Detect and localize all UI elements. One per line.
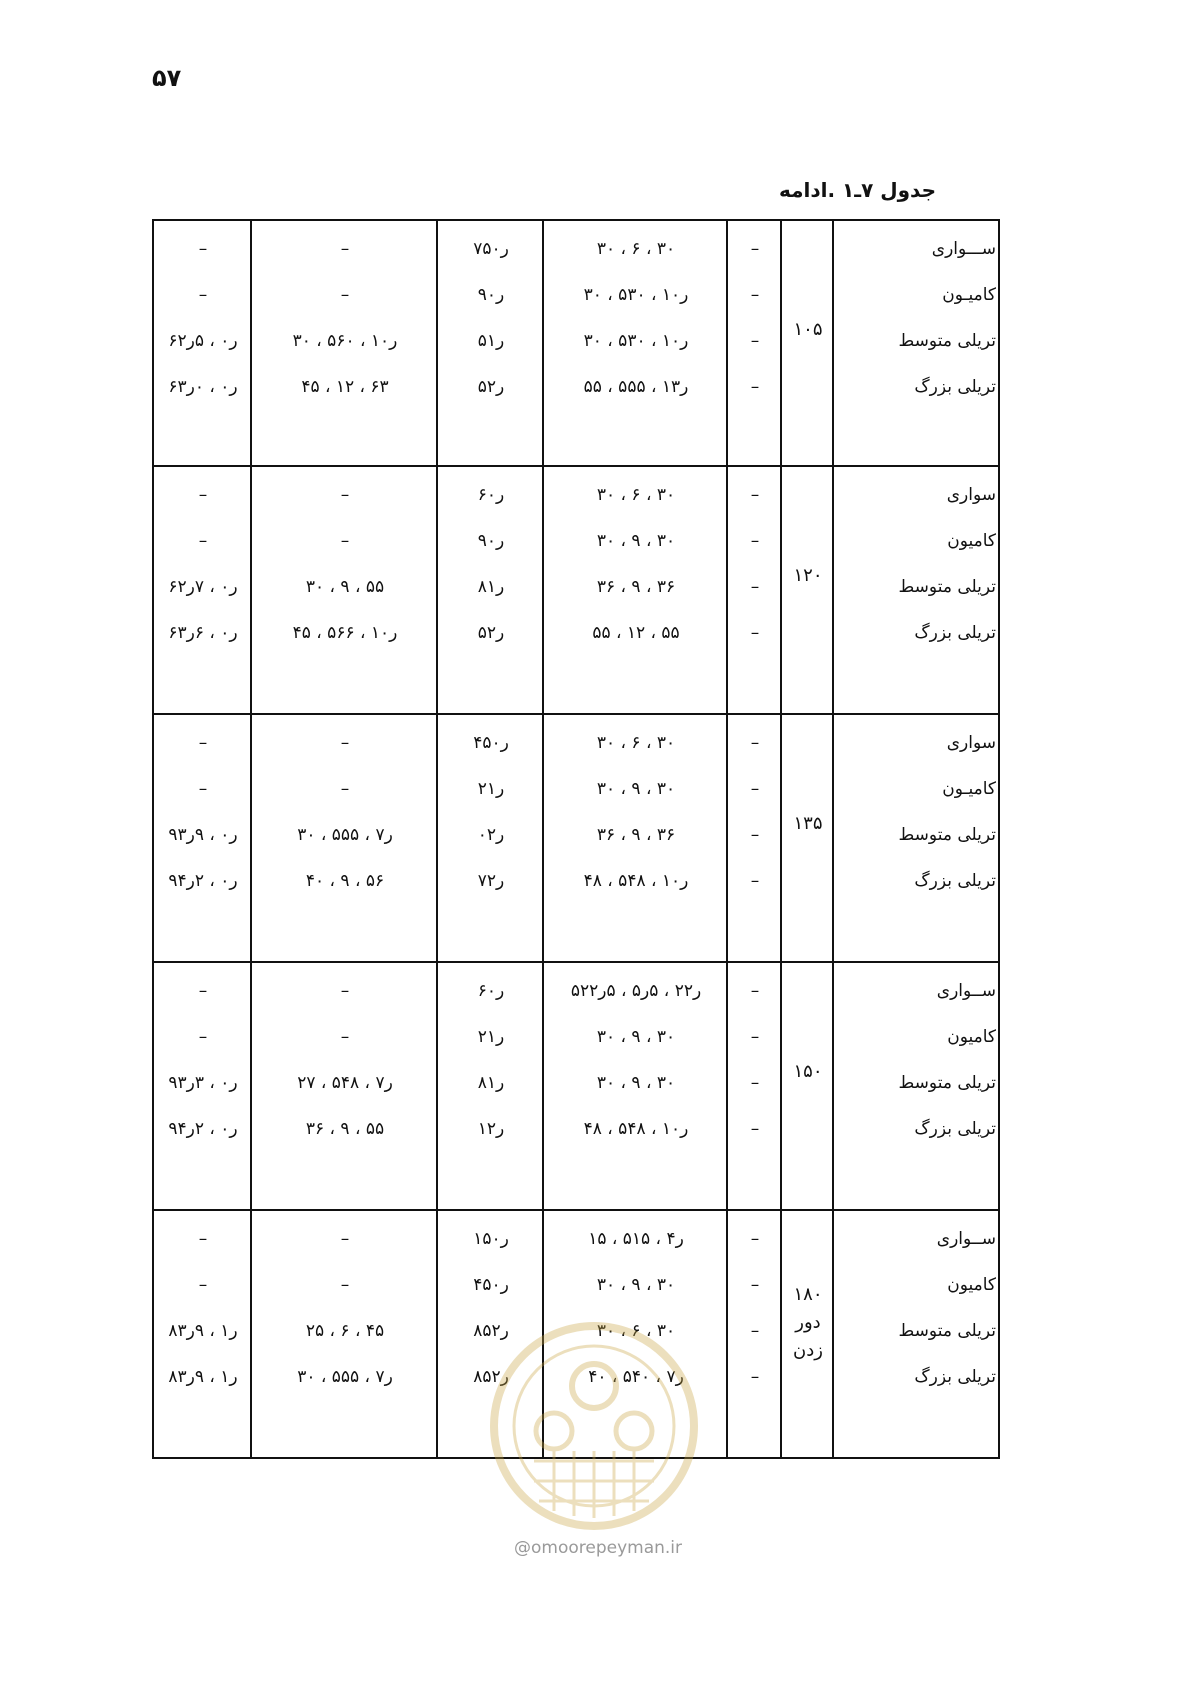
table-cell-dash: –: [750, 285, 760, 305]
table-cell-vehicle: تریلی متوسط: [898, 577, 996, 597]
table-cell-widening: ۱ر۲: [477, 1119, 505, 1139]
table-cell-c2: ۴۵ ، ۵ر۱۰ ، ۶۶: [292, 623, 398, 643]
table-cell-radii: ۳۰ ، ۹ ، ۳۰: [596, 1073, 676, 1093]
table-cell-speed: ۱۲۰: [793, 565, 823, 586]
table-cell-c1: –: [198, 531, 208, 551]
table-cell-radii: ۵ر۲۲ ، ۵ر۵ ، ۵ر۲۲: [570, 981, 702, 1001]
table-cell-dash: –: [750, 1367, 760, 1387]
table-cell-c2: ۳۰ ، ۵ر۱۰ ، ۶۰: [292, 331, 398, 351]
table-cell-widening: ۸۵ر۲: [473, 1321, 509, 1341]
table-cell-radii: ۴۸ ، ۵ر۱۰ ، ۴۸: [583, 871, 689, 891]
table-cell-dash: –: [750, 1073, 760, 1093]
table-cell-vehicle: ســـواری: [931, 239, 996, 259]
table-cell-radii: ۵۵ ، ۱۲ ، ۵۵: [592, 623, 680, 643]
table-section: [152, 715, 1000, 963]
table-cell-c2: ۳۰ ، ۵ر۷ ، ۵۵: [297, 825, 393, 845]
table-cell-c2: –: [340, 1229, 350, 1249]
page-number: ۵۷: [152, 64, 182, 92]
table-cell-dash: –: [750, 1321, 760, 1341]
table-cell-dash: –: [750, 825, 760, 845]
table-cell-c1: –: [198, 1027, 208, 1047]
table-cell-vehicle: تریلی متوسط: [898, 1321, 996, 1341]
table-cell-c1: –: [198, 285, 208, 305]
table-cell-vehicle: کامیون: [947, 1027, 996, 1047]
table-cell-vehicle: تریلی بزرگ: [914, 1367, 996, 1387]
table-cell-dash: –: [750, 623, 760, 643]
table-cell-radii: ۳۰ ، ۹ ، ۳۰: [596, 1275, 676, 1295]
table-cell-widening: ۷ر۲: [477, 871, 505, 891]
table-cell-c2: –: [340, 285, 350, 305]
table-cell-c1: ۸ر۱ ، ۹ر۳: [168, 1321, 238, 1341]
table-cell-widening: ۸ر۱: [477, 577, 505, 597]
table-cell-widening: ۶ر۰: [477, 981, 505, 1001]
table-cell-c2: ۳۶ ، ۹ ، ۵۵: [305, 1119, 385, 1139]
table-cell-widening: ۶ر۰: [477, 485, 505, 505]
table-cell-speed: ۱۳۵: [793, 813, 823, 834]
table-cell-c1: –: [198, 485, 208, 505]
table-cell-c2: ۲۷ ، ۵ر۷ ، ۴۸: [297, 1073, 393, 1093]
table-cell-widening: ۹ر۰: [477, 285, 505, 305]
table-cell-c2: –: [340, 1027, 350, 1047]
table-section: [152, 963, 1000, 1211]
table-cell-c2: –: [340, 531, 350, 551]
table-cell-c2: –: [340, 485, 350, 505]
table-cell-widening: ۱۵ر۰: [473, 1229, 509, 1249]
table-cell-vehicle: تریلی متوسط: [898, 825, 996, 845]
table-cell-radii: ۳۰ ، ۵ر۱۰ ، ۳۰: [583, 285, 689, 305]
table-cell-c1: ۸ر۱ ، ۹ر۳: [168, 1367, 238, 1387]
table-cell-widening: ۲ر۱: [477, 1027, 505, 1047]
table-cell-c2: ۳۰ ، ۵ر۷ ، ۵۵: [297, 1367, 393, 1387]
table-cell-vehicle: سواری: [946, 485, 996, 505]
table-cell-widening: ۰ر۲: [477, 825, 505, 845]
table-cell-c1: ۹ر۰ ، ۹ر۳: [168, 825, 238, 845]
table-cell-radii: ۴۰ ، ۵ر۷ ، ۴۰: [588, 1367, 684, 1387]
table-cell-vehicle: تریلی بزرگ: [914, 623, 996, 643]
table-cell-dash: –: [750, 331, 760, 351]
table-cell-c2: ۳۰ ، ۹ ، ۵۵: [305, 577, 385, 597]
table-cell-c1: ۶ر۰ ، ۷ر۲: [168, 577, 238, 597]
table-cell-dash: –: [750, 733, 760, 753]
table-cell-widening: ۷۵ر۰: [473, 239, 509, 259]
table-cell-widening: ۸۵ر۲: [473, 1367, 509, 1387]
table-cell-c1: ۹ر۰ ، ۳ر۳: [168, 1073, 238, 1093]
table-cell-c2: ۴۰ ، ۹ ، ۵۶: [305, 871, 385, 891]
table-cell-dash: –: [750, 1027, 760, 1047]
seal-watermark-icon: [484, 1316, 704, 1536]
table-cell-dash: –: [750, 377, 760, 397]
table-cell-dash: –: [750, 1275, 760, 1295]
table-cell-vehicle: ســواری: [936, 1229, 996, 1249]
table-cell-radii: ۳۰ ، ۶ ، ۳۰: [596, 239, 676, 259]
table-cell-vehicle: کامیون: [947, 531, 996, 551]
table-cell-widening: ۲ر۱: [477, 779, 505, 799]
table-cell-radii: ۴۸ ، ۵ر۱۰ ، ۴۸: [583, 1119, 689, 1139]
table-cell-widening: ۵ر۲: [477, 377, 505, 397]
table-cell-c2: –: [340, 733, 350, 753]
table-cell-widening: ۹ر۰: [477, 531, 505, 551]
table-cell-c1: ۶ر۰ ، ۰ر۳: [168, 377, 238, 397]
table-cell-vehicle: سواری: [946, 733, 996, 753]
table-cell-widening: ۵ر۲: [477, 623, 505, 643]
table-cell-c1: –: [198, 733, 208, 753]
table-cell-dash: –: [750, 239, 760, 259]
table-cell-vehicle: تریلی بزرگ: [914, 871, 996, 891]
table-cell-vehicle: کامیـون: [942, 285, 996, 305]
table-cell-radii: ۵۵ ، ۵ر۱۳ ، ۵۵: [583, 377, 689, 397]
table-cell-c1: ۹ر۰ ، ۲ر۴: [168, 1119, 238, 1139]
table-cell-radii: ۳۰ ، ۹ ، ۳۰: [596, 531, 676, 551]
table-cell-radii: ۳۰ ، ۶ ، ۳۰: [596, 733, 676, 753]
table-cell-dash: –: [750, 1229, 760, 1249]
table-cell-c1: –: [198, 779, 208, 799]
table-cell-c1: –: [198, 239, 208, 259]
table-cell-c1: –: [198, 1229, 208, 1249]
watermark-text: @omoorepeyman.ir: [513, 1538, 683, 1558]
table-cell-radii: ۳۰ ، ۹ ، ۳۰: [596, 779, 676, 799]
table-cell-widening: ۴۵ر۰: [473, 733, 509, 753]
table-cell-c2: –: [340, 981, 350, 1001]
table-cell-radii: ۳۶ ، ۹ ، ۳۶: [596, 825, 676, 845]
table-cell-vehicle: کامیـون: [942, 779, 996, 799]
table-cell-radii: ۳۰ ، ۶ ، ۳۰: [596, 1321, 676, 1341]
table-cell-vehicle: کامیون: [947, 1275, 996, 1295]
table-cell-radii: ۱۵ ، ۵ر۴ ، ۱۵: [588, 1229, 684, 1249]
table-section: [152, 467, 1000, 715]
table-cell-c2: ۲۵ ، ۶ ، ۴۵: [305, 1321, 385, 1341]
table-cell-dash: –: [750, 779, 760, 799]
table-cell-c1: ۶ر۰ ، ۶ر۳: [168, 623, 238, 643]
table-cell-vehicle: تریلی متوسط: [898, 331, 996, 351]
table-cell-c2: –: [340, 239, 350, 259]
table-cell-c2: –: [340, 779, 350, 799]
table-cell-widening: ۵ر۱: [477, 331, 505, 351]
table-cell-vehicle: تریلی بزرگ: [914, 377, 996, 397]
table-cell-vehicle: ســواری: [936, 981, 996, 1001]
table-cell-c1: –: [198, 981, 208, 1001]
table-cell-radii: ۳۰ ، ۹ ، ۳۰: [596, 1027, 676, 1047]
table-cell-dash: –: [750, 871, 760, 891]
table-cell-widening: ۴۵ر۰: [473, 1275, 509, 1295]
table-cell-dash: –: [750, 981, 760, 1001]
table-cell-radii: ۳۶ ، ۹ ، ۳۶: [596, 577, 676, 597]
table-cell-dash: –: [750, 577, 760, 597]
table-cell-c1: ۶ر۰ ، ۵ر۲: [168, 331, 238, 351]
table-cell-dash: –: [750, 531, 760, 551]
table-cell-speed: ۱۸۰ دور زدن: [793, 1284, 823, 1361]
table-cell-vehicle: تریلی متوسط: [898, 1073, 996, 1093]
table-cell-speed: ۱۵۰: [793, 1061, 823, 1082]
table-cell-dash: –: [750, 1119, 760, 1139]
table-cell-c1: ۹ر۰ ، ۲ر۴: [168, 871, 238, 891]
table-cell-radii: ۳۰ ، ۵ر۱۰ ، ۳۰: [583, 331, 689, 351]
table-title: جدول ۷ـ۱ .ادامه: [778, 178, 936, 202]
table-cell-vehicle: تریلی بزرگ: [914, 1119, 996, 1139]
table-section: [152, 219, 1000, 467]
table-cell-speed: ۱۰۵: [793, 319, 823, 340]
table-cell-radii: ۳۰ ، ۶ ، ۳۰: [596, 485, 676, 505]
table-cell-dash: –: [750, 485, 760, 505]
table-cell-c2: –: [340, 1275, 350, 1295]
data-table: [152, 219, 1000, 1459]
table-cell-c1: –: [198, 1275, 208, 1295]
table-cell-c2: ۴۵ ، ۱۲ ، ۶۳: [301, 377, 389, 397]
table-cell-widening: ۸ر۱: [477, 1073, 505, 1093]
